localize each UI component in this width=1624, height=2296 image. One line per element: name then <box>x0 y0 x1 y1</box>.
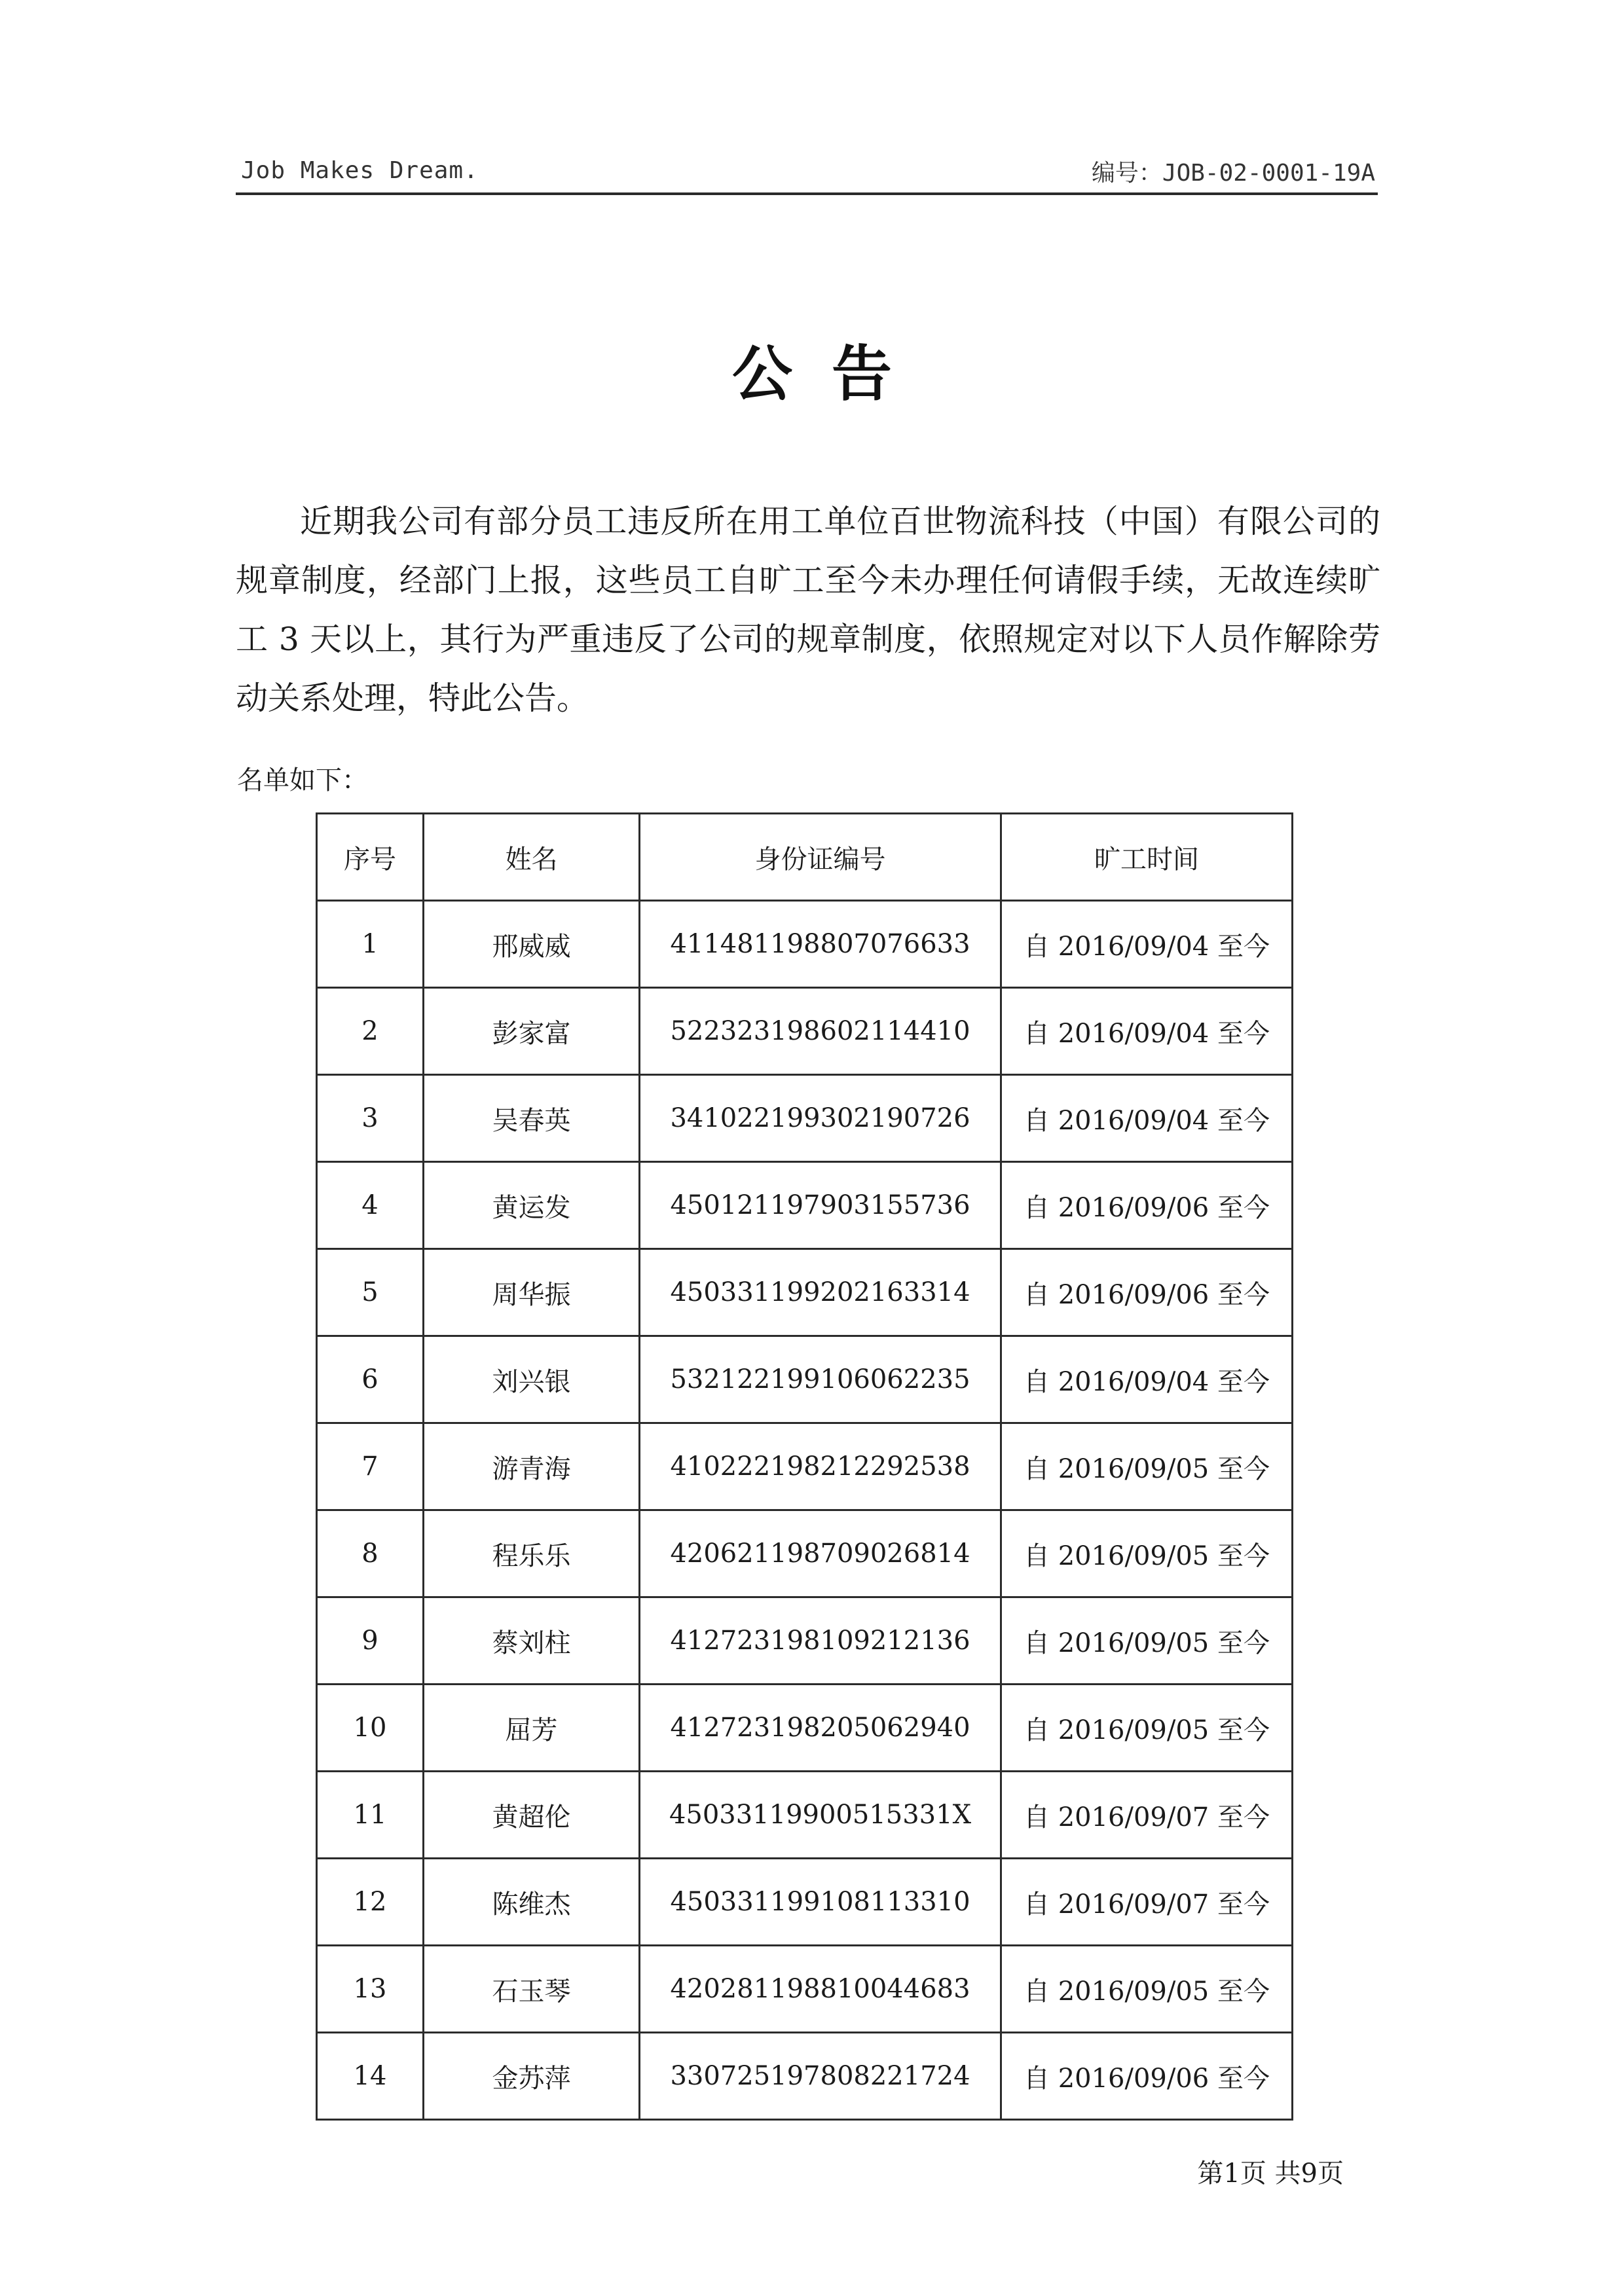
name-cell: 石玉琴 <box>424 1946 640 2033</box>
serial-number-cell: 9 <box>317 1597 424 1685</box>
table-row <box>317 1336 1293 1423</box>
absence-time-cell: 自 2016/09/06 至今 <box>1001 1249 1293 1336</box>
serial-number-cell: 13 <box>317 1946 424 2033</box>
table-row <box>317 1162 1293 1249</box>
table-row <box>317 901 1293 988</box>
table-header-row <box>317 814 1293 901</box>
name-cell: 陈维杰 <box>424 1859 640 1946</box>
table-row <box>317 1685 1293 1772</box>
header-id-number: 身份证编号 <box>640 814 1001 901</box>
header-name: 姓名 <box>424 814 640 901</box>
company-slogan: Job Makes Dream. <box>241 157 479 184</box>
absence-time-cell: 自 2016/09/07 至今 <box>1001 1859 1293 1946</box>
absence-time-cell: 自 2016/09/05 至今 <box>1001 1946 1293 2033</box>
id-number-cell: 450331199202163314 <box>640 1249 1001 1336</box>
id-number-cell: 420281198810044683 <box>640 1946 1001 2033</box>
absence-time-cell: 自 2016/09/05 至今 <box>1001 1510 1293 1597</box>
header-absence-time: 旷工时间 <box>1001 814 1293 901</box>
absence-time-cell: 自 2016/09/05 至今 <box>1001 1597 1293 1685</box>
header-serial-number: 序号 <box>317 814 424 901</box>
id-number-cell: 522323198602114410 <box>640 988 1001 1075</box>
table-row <box>317 1859 1293 1946</box>
id-number-cell: 450331199108113310 <box>640 1859 1001 1946</box>
roster-table <box>316 812 1293 2121</box>
name-cell: 邢威威 <box>424 901 640 988</box>
id-number-cell: 410222198212292538 <box>640 1423 1001 1510</box>
name-cell: 吴春英 <box>424 1075 640 1162</box>
page-number: 第1页 共9页 <box>1197 2159 1344 2189</box>
id-number-cell: 450121197903155736 <box>640 1162 1001 1249</box>
id-number-cell: 341022199302190726 <box>640 1075 1001 1162</box>
serial-number-cell: 3 <box>317 1075 424 1162</box>
absence-time-cell: 自 2016/09/04 至今 <box>1001 1336 1293 1423</box>
name-cell: 蔡刘柱 <box>424 1597 640 1685</box>
name-cell: 金苏萍 <box>424 2033 640 2120</box>
absence-time-cell: 自 2016/09/05 至今 <box>1001 1685 1293 1772</box>
table-row <box>317 1249 1293 1336</box>
partial-seal-mark <box>1590 1218 1624 1414</box>
id-number-cell: 532122199106062235 <box>640 1336 1001 1423</box>
table-row <box>317 988 1293 1075</box>
roster-table-container <box>316 812 1293 2121</box>
name-cell: 程乐乐 <box>424 1510 640 1597</box>
serial-number-cell: 14 <box>317 2033 424 2120</box>
absence-time-cell: 自 2016/09/04 至今 <box>1001 1075 1293 1162</box>
table-row <box>317 1946 1293 2033</box>
serial-number-cell: 10 <box>317 1685 424 1772</box>
header-divider <box>236 192 1378 195</box>
id-number-cell: 412723198205062940 <box>640 1685 1001 1772</box>
name-cell: 周华振 <box>424 1249 640 1336</box>
serial-number-cell: 12 <box>317 1859 424 1946</box>
name-cell: 黄超伦 <box>424 1772 640 1859</box>
table-row <box>317 1510 1293 1597</box>
serial-number-cell: 2 <box>317 988 424 1075</box>
roster-table-body <box>317 901 1293 2120</box>
id-number-cell: 420621198709026814 <box>640 1510 1001 1597</box>
list-intro: 名单如下： <box>237 765 368 795</box>
serial-number-cell: 5 <box>317 1249 424 1336</box>
absence-time-cell: 自 2016/09/06 至今 <box>1001 1162 1293 1249</box>
serial-number-cell: 7 <box>317 1423 424 1510</box>
serial-number-cell: 8 <box>317 1510 424 1597</box>
absence-time-cell: 自 2016/09/04 至今 <box>1001 901 1293 988</box>
table-row <box>317 1772 1293 1859</box>
name-cell: 黄运发 <box>424 1162 640 1249</box>
table-row <box>317 1597 1293 1685</box>
id-number-cell: 45033119900515331X <box>640 1772 1001 1859</box>
serial-number-cell: 11 <box>317 1772 424 1859</box>
absence-time-cell: 自 2016/09/05 至今 <box>1001 1423 1293 1510</box>
page-title: 公告 <box>731 339 931 409</box>
announcement-paragraph: 近期我公司有部分员工违反所在用工单位百世物流科技（中国）有限公司的规章制度，经部门上报，这些员工自旷工至今未办理任何请假手续，无故连续旷工 3 天以上，其行为严重违反了公司的规章制度，依照规定对以下人员作解除劳动关系处理，特此公告。 <box>236 503 1380 717</box>
name-cell: 屈芳 <box>424 1685 640 1772</box>
name-cell: 游青海 <box>424 1423 640 1510</box>
id-number-cell: 411481198807076633 <box>640 901 1001 988</box>
table-row <box>317 2033 1293 2120</box>
document-number: 编号：JOB-02-0001-19A <box>1091 160 1375 187</box>
page-header <box>236 152 1378 192</box>
absence-time-cell: 自 2016/09/07 至今 <box>1001 1772 1293 1859</box>
name-cell: 彭家富 <box>424 988 640 1075</box>
id-number-cell: 330725197808221724 <box>640 2033 1001 2120</box>
serial-number-cell: 4 <box>317 1162 424 1249</box>
serial-number-cell: 1 <box>317 901 424 988</box>
serial-number-cell: 6 <box>317 1336 424 1423</box>
absence-time-cell: 自 2016/09/06 至今 <box>1001 2033 1293 2120</box>
id-number-cell: 412723198109212136 <box>640 1597 1001 1685</box>
table-row <box>317 1075 1293 1162</box>
table-row <box>317 1423 1293 1510</box>
absence-time-cell: 自 2016/09/04 至今 <box>1001 988 1293 1075</box>
name-cell: 刘兴银 <box>424 1336 640 1423</box>
